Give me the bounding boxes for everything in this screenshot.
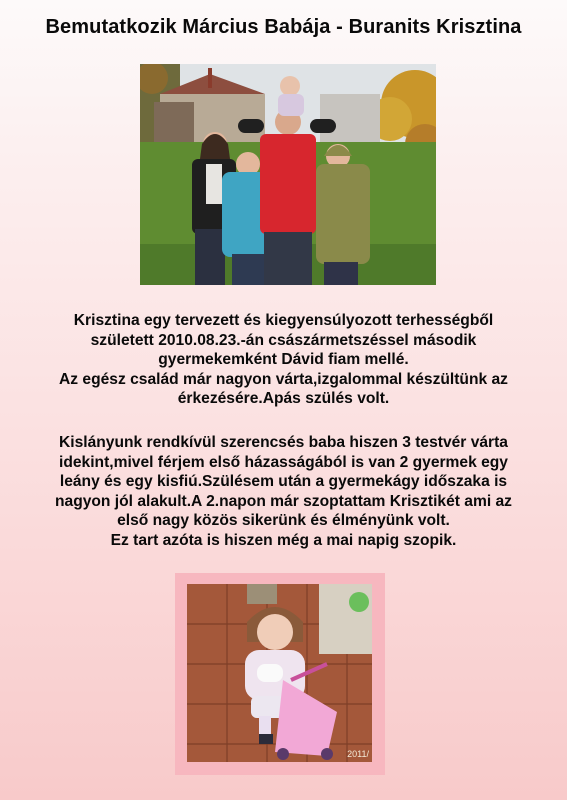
photo-timestamp: 2011/ [347,749,369,759]
story-line: nagyon jól alakult.A 2.napon már szoptattam Krisztikét ami az [55,492,512,510]
story-paragraph [20,433,547,550]
intro-line: Az egész család már nagyon várta,izgalommal készültünk az [59,370,508,388]
page-title: Bemutatkozik Március Babája - Buranits Krisztina [45,16,522,38]
family-photo [140,64,436,285]
story-line: Kislányunk rendkívül szerencsés baba hiszen 3 testvér várta [59,434,508,451]
intro-paragraph [20,311,547,409]
intro-line: gyermekemként Dávid fiam mellé. [158,351,409,368]
story-line: első nagy közös sikerünk és élményünk volt. [117,512,450,529]
intro-line: Krisztina egy tervezett és kiegyensúlyozott terhességből [73,312,494,329]
baby-photo [187,584,372,762]
story-line: leány és egy kisfiú.Szülésem után a gyermekágy időszaka is [59,473,508,490]
intro-line: érkezésére.Apás szülés volt. [177,390,390,407]
story-line: Ez tart azóta is hiszen még a mai napig szopik. [110,531,457,549]
intro-line: született 2010.08.23.-án császármetszéssel második [90,331,477,349]
story-line: idekint,mivel férjem első házasságából is van 2 gyermek egy [59,453,508,471]
